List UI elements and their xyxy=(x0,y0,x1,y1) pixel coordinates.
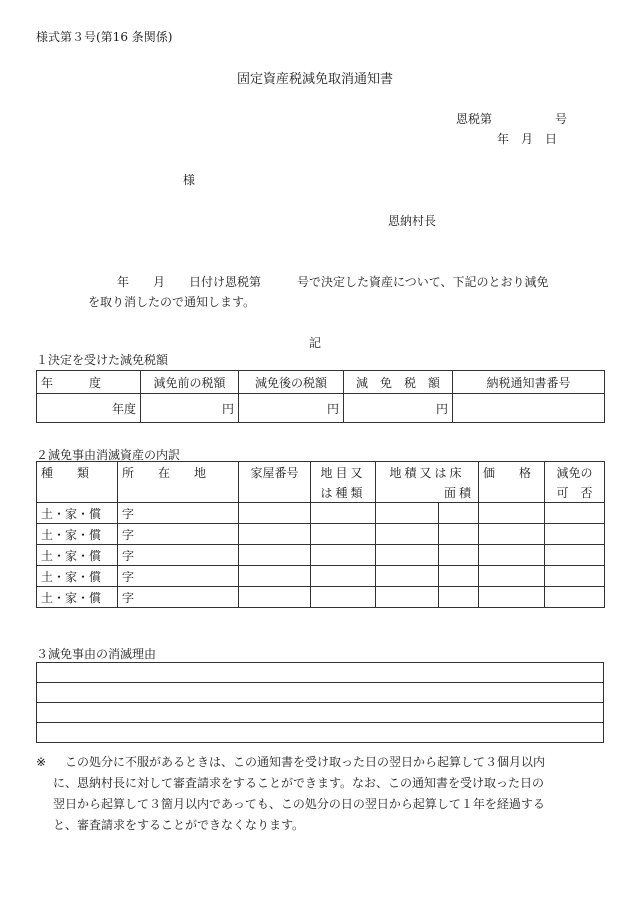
note-line: 翌日から起算して３箇月以内であっても、この処分の日の翌日から起算して１年を経過する xyxy=(53,797,545,811)
cell-price xyxy=(479,503,545,524)
cell-area-a xyxy=(376,503,439,524)
cell-asset-type: 土・家・償 xyxy=(37,566,118,587)
header-reduction-amount: 減 免 税 額 xyxy=(344,371,453,394)
cell-house-number xyxy=(239,524,311,545)
cell-land-category xyxy=(311,545,376,566)
reason-line xyxy=(37,683,604,703)
cell-eligibility xyxy=(545,545,605,566)
doc-number-prefix: 恩税第 xyxy=(456,112,493,126)
cell-asset-type: 土・家・償 xyxy=(37,503,118,524)
cell-asset-type: 土・家・償 xyxy=(37,545,118,566)
ki-heading: 記 xyxy=(308,336,321,350)
doc-number-suffix: 号 xyxy=(555,112,568,126)
cell-land-category xyxy=(311,524,376,545)
cell-price xyxy=(479,545,545,566)
cell-area-a xyxy=(376,524,439,545)
cell-area-b xyxy=(439,503,479,524)
cell-area-b xyxy=(439,524,479,545)
header-fiscal-year: 年 度 xyxy=(37,371,141,394)
cell-area-b xyxy=(439,566,479,587)
header-area-bottom: 面積 xyxy=(376,482,479,503)
section3-heading: ３減免事由の消滅理由 xyxy=(36,647,157,661)
cell-price xyxy=(479,587,545,608)
issue-date: 年 月 日 xyxy=(497,132,558,146)
table-row xyxy=(37,503,605,524)
form-number: 様式第３号(第16 条関係) xyxy=(36,30,173,44)
cell-area-b xyxy=(439,587,479,608)
issuer-name: 恩納村長 xyxy=(388,214,437,228)
header-price-bottom xyxy=(479,482,545,503)
note-mark: ※ xyxy=(36,755,47,769)
reason-line xyxy=(37,663,604,683)
cell-eligibility xyxy=(545,587,605,608)
cell-area-a xyxy=(376,587,439,608)
reason-lines-table xyxy=(36,662,604,743)
cell-area-a xyxy=(376,566,439,587)
cell-tax-before: 円 xyxy=(141,394,239,423)
cell-eligibility xyxy=(545,503,605,524)
header-type: 種 類 xyxy=(37,462,118,483)
header-location: 所 在 地 xyxy=(118,462,239,483)
cell-location: 字 xyxy=(118,503,239,524)
tax-reduction-table xyxy=(36,370,605,423)
addressee-suffix: 様 xyxy=(183,173,196,187)
header-area-top: 地積又は床 xyxy=(376,462,479,483)
cell-land-category xyxy=(311,566,376,587)
header-house-number-bottom xyxy=(239,482,311,503)
header-type-bottom xyxy=(37,482,118,503)
cell-eligibility xyxy=(545,524,605,545)
header-tax-after: 減免後の税額 xyxy=(239,371,344,394)
cell-land-category xyxy=(311,503,376,524)
cell-house-number xyxy=(239,566,311,587)
cell-location: 字 xyxy=(118,566,239,587)
note-text xyxy=(53,752,607,836)
cell-house-number xyxy=(239,503,311,524)
header-land-category-bottom: は種類 xyxy=(311,482,376,503)
header-house-number: 家屋番号 xyxy=(239,462,311,483)
header-reduction-eligibility-bottom: 可 否 xyxy=(545,482,605,503)
header-land-category-top: 地目又 xyxy=(311,462,376,483)
note-line: この処分に不服があるときは、この通知書を受け取った日の翌日から起算して３個月以内 xyxy=(65,755,546,769)
reason-line xyxy=(37,723,604,743)
header-tax-before: 減免前の税額 xyxy=(141,371,239,394)
cell-tax-after: 円 xyxy=(239,394,344,423)
cell-location: 字 xyxy=(118,545,239,566)
table-row xyxy=(37,587,605,608)
table-row xyxy=(37,545,605,566)
table-row xyxy=(37,566,605,587)
document-title: 固定資産税減免取消通知書 xyxy=(236,72,393,87)
cell-house-number xyxy=(239,545,311,566)
table-row xyxy=(37,524,605,545)
note-line: と、審査請求をすることができなくなります。 xyxy=(53,818,305,832)
body-text-line1: 年 月 日付け恩税第 号で決定した資産について、下記のとおり減免 xyxy=(117,275,549,289)
cell-price xyxy=(479,524,545,545)
cell-house-number xyxy=(239,587,311,608)
header-reduction-eligibility-top: 減免の xyxy=(545,462,605,483)
cell-area-b xyxy=(439,545,479,566)
cell-land-category xyxy=(311,587,376,608)
cell-location: 字 xyxy=(118,524,239,545)
header-location-bottom xyxy=(118,482,239,503)
cell-area-a xyxy=(376,545,439,566)
cell-price xyxy=(479,566,545,587)
body-text-line2: を取り消したので通知します。 xyxy=(88,295,256,309)
section2-heading: ２減免事由消滅資産の内訳 xyxy=(36,448,181,462)
cell-asset-type: 土・家・償 xyxy=(37,587,118,608)
cell-location: 字 xyxy=(118,587,239,608)
cell-reduction-amount: 円 xyxy=(344,394,453,423)
cell-fiscal-year: 年度 xyxy=(37,394,141,423)
note-line: に、恩納村長に対して審査請求をすることができます。なお、この通知書を受け取った日の xyxy=(53,776,545,790)
section1-heading: １決定を受けた減免税額 xyxy=(36,353,169,367)
header-notice-number: 納税通知書番号 xyxy=(453,371,605,394)
cell-notice-number xyxy=(453,394,605,423)
cell-eligibility xyxy=(545,566,605,587)
asset-breakdown-table xyxy=(36,461,605,608)
reason-line xyxy=(37,703,604,723)
header-price: 価 格 xyxy=(479,462,545,483)
cell-asset-type: 土・家・償 xyxy=(37,524,118,545)
